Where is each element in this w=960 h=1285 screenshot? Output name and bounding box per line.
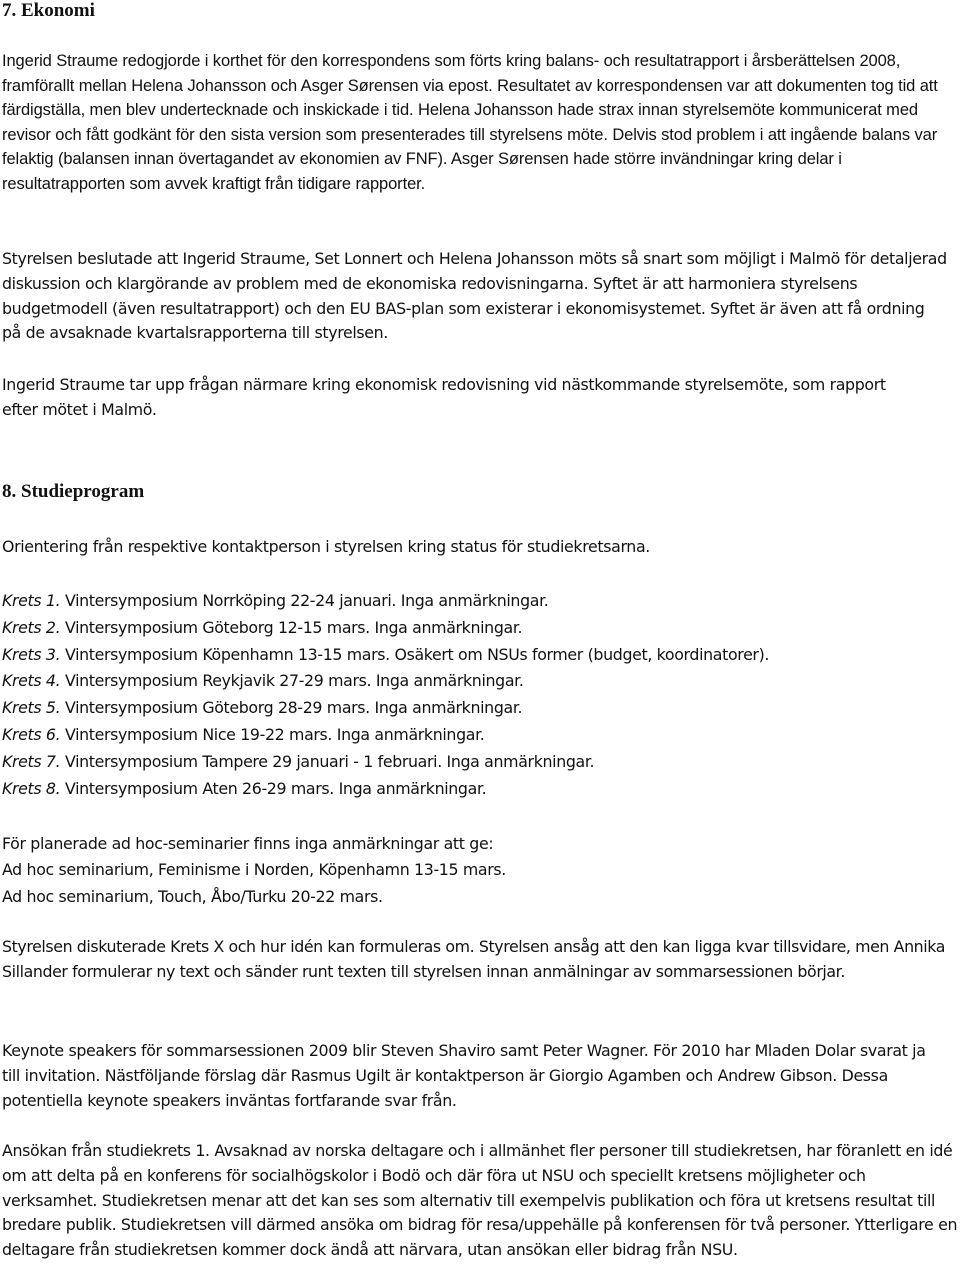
krets-item <box>2 615 952 642</box>
studieprogram-paragraph-krets-x: Styrelsen diskuterade Krets X och hur idén kan formuleras om. Styrelsen ansåg att den kan ligga kvar tillsvidare, men Annika Sillander formulerar ny text och sänder runt texten till styrelsen innan anmälningar av sommarsessionen börjar. <box>2 937 946 981</box>
ekonomi-paragraph-3: Ingerid Straume tar upp frågan närmare kring ekonomisk redovisning vid nästkommande styrelsemöte, som rapport efter mötet i Malmö. <box>2 375 886 419</box>
krets-label: Krets 4. <box>2 671 61 691</box>
adhoc-item: Ad hoc seminarium, Feminisme i Norden, Köpenhamn 13-15 mars. <box>2 860 506 880</box>
studieprogram-intro: Orientering från respektive kontaktperson i styrelsen kring status för studiekretsarna. <box>2 537 650 556</box>
krets-text: Vintersymposium Nice 19-22 mars. Inga anmärkningar. <box>60 724 485 744</box>
krets-text: Vintersymposium Reykjavik 27-29 mars. Inga anmärkningar. <box>60 671 524 691</box>
ekonomi-paragraph-1: Ingerid Straume redogjorde i korthet för den korrespondens som förts kring balans- och resultatrapport i årsberättelsen 2008, framförallt mellan Helena Johansson och Asger Sørensen via epost. Resultatet av korrespondensen var att dokumenten tog tid att färdigställa, men blev undertecknade och inskickade i tid. Helena Johansson hade strax innan styrelsemöte kommunicerat med revisor och fått godkänt för den sista version som presenterades till styrelsens möte. Delvis stod problem i att ingående balans var felaktig (balansen innan övertagandet av ekonomien av FNF). Asger Sørensen hade större invändningar kring delar i resultatrapporten som avvek kraftigt från tidigare rapporter. <box>2 52 938 193</box>
krets-item <box>2 588 952 615</box>
studieprogram-paragraph-ansokan: Ansökan från studiekrets 1. Avsaknad av norska deltagare och i allmänhet fler personer till studiekretsen, har föranlett en idé om att delta på en konferens för socialhögskolor i Bodö och där föra ut NSU och speciellt kretsens möjligheter och verksamhet. Studiekretsen menar att det kan ses som alternativ till exempelvis publikation och föra ut kretsens resultat till bredare publik. Studiekretsen vill därmed ansöka om bidrag för resa/uppehälle på konferensen för två personer. Ytterligare en deltagare från studiekretsen kommer dock ändå att närvara, utan ansökan eller bidrag från NSU. <box>2 1141 958 1260</box>
krets-label: Krets 6. <box>2 724 61 744</box>
krets-item <box>2 776 952 803</box>
krets-text: Vintersymposium Göteborg 28-29 mars. Inga anmärkningar. <box>60 698 523 718</box>
krets-item <box>2 668 952 695</box>
krets-item <box>2 722 952 749</box>
krets-label: Krets 1. <box>2 591 61 610</box>
krets-text: Vintersymposium Tampere 29 januari - 1 februari. Inga anmärkningar. <box>60 751 595 771</box>
adhoc-intro: För planerade ad hoc-seminarier finns inga anmärkningar att ge: <box>2 834 494 853</box>
krets-item <box>2 642 952 669</box>
krets-label: Krets 2. <box>2 617 61 637</box>
krets-item <box>2 695 952 722</box>
section-heading-ekonomi: 7. Ekonomi <box>2 0 95 21</box>
krets-text: Vintersymposium Aten 26-29 mars. Inga anmärkningar. <box>60 778 487 798</box>
krets-text: Vintersymposium Köpenhamn 13-15 mars. Osäkert om NSUs former (budget, koordinatorer). <box>60 644 770 664</box>
krets-label: Krets 5. <box>2 698 61 718</box>
ekonomi-paragraph-2: Styrelsen beslutade att Ingerid Straume, Set Lonnert och Helena Johansson möts så snart som möjligt i Malmö för detaljerad diskussion och klargörande av problem med de ekonomiska redovisningarna. Syftet är att harmoniera styrelsens budgetmodell (även resultatrapport) och den EU BAS-plan som existerar i ekonomisystemet. Syftet är även att få ordning på de avsaknade kvartalsrapporterna till styrelsen. <box>2 249 947 343</box>
krets-text: Vintersymposium Göteborg 12-15 mars. Inga anmärkningar. <box>60 617 523 637</box>
adhoc-list <box>2 831 506 910</box>
krets-label: Krets 7. <box>2 751 61 771</box>
krets-label: Krets 8. <box>2 778 61 798</box>
studieprogram-paragraph-keynote: Keynote speakers för sommarsessionen 2009 blir Steven Shaviro samt Peter Wagner. För 2010 har Mladen Dolar svarat ja till invitation. Nästföljande förslag där Rasmus Ugilt är kontaktperson är Giorgio Agamben och Andrew Gibson. Dessa potentiella keynote speakers inväntas fortfarande svar från. <box>2 1041 926 1110</box>
krets-label: Krets 3. <box>2 644 61 664</box>
adhoc-item: Ad hoc seminarium, Touch, Åbo/Turku 20-22 mars. <box>2 886 383 906</box>
krets-item <box>2 749 952 776</box>
section-heading-studieprogram: 8. Studieprogram <box>2 481 145 502</box>
krets-text: Vintersymposium Norrköping 22-24 januari. Inga anmärkningar. <box>60 591 549 610</box>
krets-list <box>2 588 952 802</box>
